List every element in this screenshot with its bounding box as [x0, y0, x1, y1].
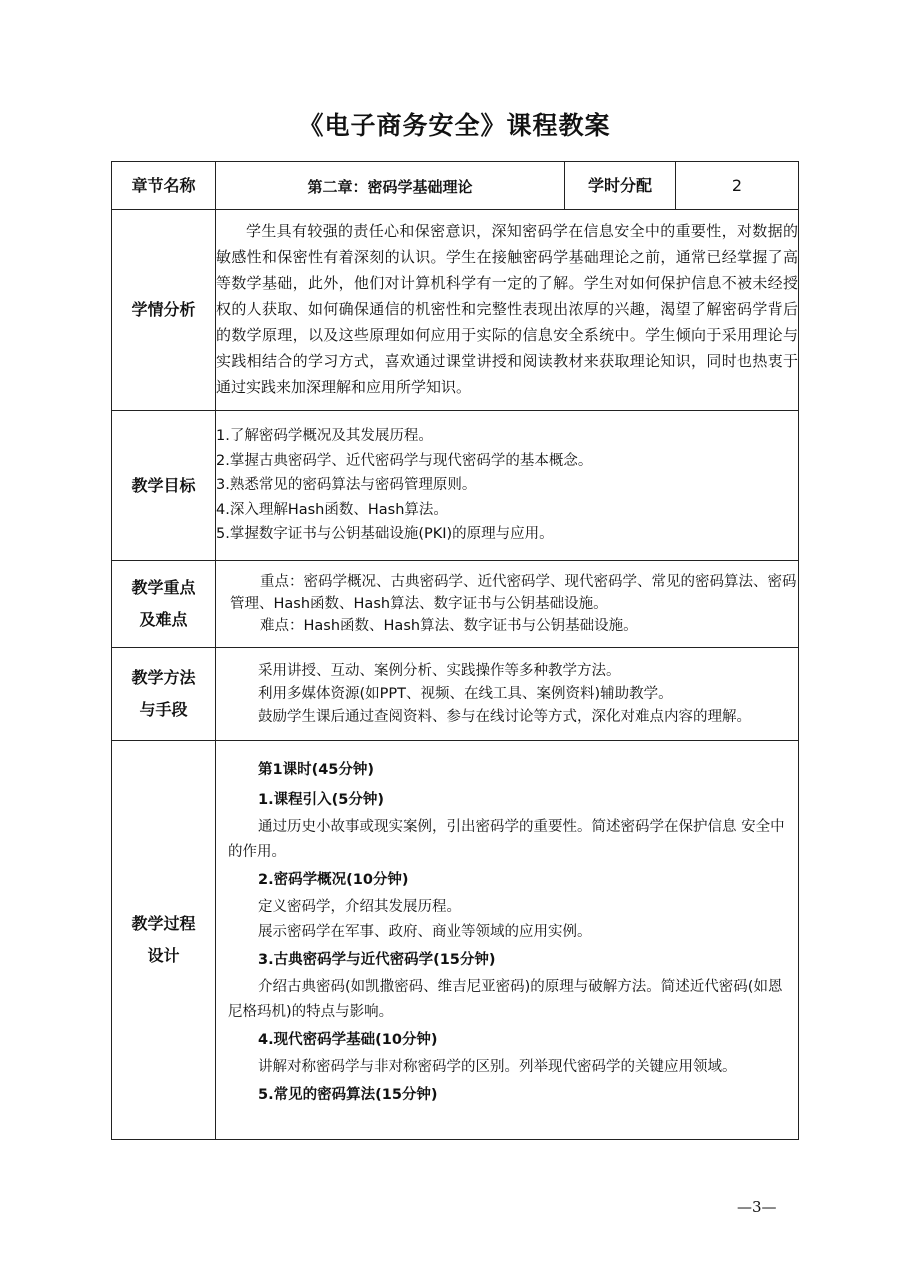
keypoints-label: [112, 561, 216, 648]
header-row: [112, 162, 799, 210]
methods-label-line1: 教学方法: [131, 668, 196, 687]
section-heading: 5.常见的密码算法(15分钟): [258, 1087, 438, 1103]
document-title: 《电子商务安全》课程教案: [298, 111, 611, 140]
section-text: 通过历史小故事或现实案例，引出密码学的重要性。简述密码学在保护信息 安全中的作用。: [228, 819, 785, 860]
section-heading: 1.课程引入(5分钟): [258, 792, 384, 808]
keypoints-label-line2: 及难点: [139, 610, 188, 629]
process-label-line1: 教学过程: [131, 914, 196, 933]
methods-list: [216, 648, 799, 741]
methods-label-line2: 与手段: [139, 700, 188, 719]
section-text: 定义密码学，介绍其发展历程。: [258, 899, 461, 915]
objective-item: 1.了解密码学概况及其发展历程。: [216, 428, 433, 445]
analysis-text: 学生具有较强的责任心和保密意识，深知密码学在信息安全中的重要性，对数据的敏感性和保密性有着深刻的认识。学生在接触密码学基础理论之前，通常已经掌握了高等数学基础，此外，他们对计算机科学有一定的了解。学生对如何保护信息不被未经授权的人获取、如何确保通信的机密性和完整性表现出浓厚的兴趣，渴望了解密码学背后的数学原理，以及这些原理如何应用于实际的信息安全系统中。学生倾向于采用理论与实践相结合的学习方式，喜欢通过课堂讲授和阅读教材来获取理论知识，同时也热衷于通过实践来加深理解和应用所学知识。: [216, 210, 799, 411]
process-content: [216, 741, 799, 1140]
hours-label: 学时分配: [565, 162, 676, 210]
objective-item: 3.熟悉常见的密码算法与密码管理原则。: [216, 477, 477, 494]
hours-value: 2: [676, 162, 799, 210]
objectives-label: 教学目标: [112, 411, 216, 561]
analysis-label: 学情分析: [112, 210, 216, 411]
section-text: 讲解对称密码学与非对称密码学的区别。列举现代密码学的关键应用领域。: [258, 1059, 737, 1075]
section-heading: 3.古典密码学与近代密码学(15分钟): [258, 952, 496, 968]
objectives-list: [216, 411, 799, 561]
section-heading: 2.密码学概况(10分钟): [258, 872, 409, 888]
session-heading: 第1课时(45分钟): [258, 762, 375, 778]
section-text: 展示密码学在军事、政府、商业等领域的应用实例。: [258, 924, 592, 940]
objectives-row: [112, 411, 799, 561]
keypoints-label-line1: 教学重点: [131, 578, 196, 597]
page-number: —3—: [737, 1198, 777, 1216]
objective-item: 5.掌握数字证书与公钥基础设施(PKI)的原理与应用。: [216, 526, 554, 543]
process-label-line2: 设计: [147, 946, 180, 965]
difficult-points-text: 难点：Hash函数、Hash算法、数字证书与公钥基础设施。: [260, 618, 638, 634]
chapter-label: 章节名称: [112, 162, 216, 210]
method-item: 采用讲授、互动、案例分析、实践操作等多种教学方法。: [258, 662, 621, 679]
process-label: [112, 741, 216, 1140]
objective-item: 4.深入理解Hash函数、Hash算法。: [216, 501, 448, 518]
keypoints-content: [216, 561, 799, 648]
method-item: 利用多媒体资源(如PPT、视频、在线工具、案例资料)辅助教学。: [258, 685, 673, 702]
chapter-value: 第二章：密码学基础理论: [216, 162, 565, 210]
method-item: 鼓励学生课后通过查阅资料、参与在线讨论等方式，深化对难点内容的理解。: [258, 708, 751, 725]
key-points-text: 重点：密码学概况、古典密码学、近代密码学、现代密码学、常见的密码算法、密码管理、Hash函数、Hash算法、数字证书与公钥基础设施。: [230, 574, 797, 612]
methods-label: [112, 648, 216, 741]
methods-row: [112, 648, 799, 741]
section-heading: 4.现代密码学基础(10分钟): [258, 1032, 438, 1048]
section-text: 介绍古典密码(如凯撒密码、维吉尼亚密码)的原理与破解方法。简述近代密码(如恩尼格玛机)的特点与影响。: [228, 979, 783, 1020]
keypoints-row: [112, 561, 799, 648]
lesson-plan-table: [111, 161, 799, 1140]
analysis-row: [112, 210, 799, 411]
process-row: [112, 741, 799, 1140]
objective-item: 2.掌握古典密码学、近代密码学与现代密码学的基本概念。: [216, 452, 593, 469]
